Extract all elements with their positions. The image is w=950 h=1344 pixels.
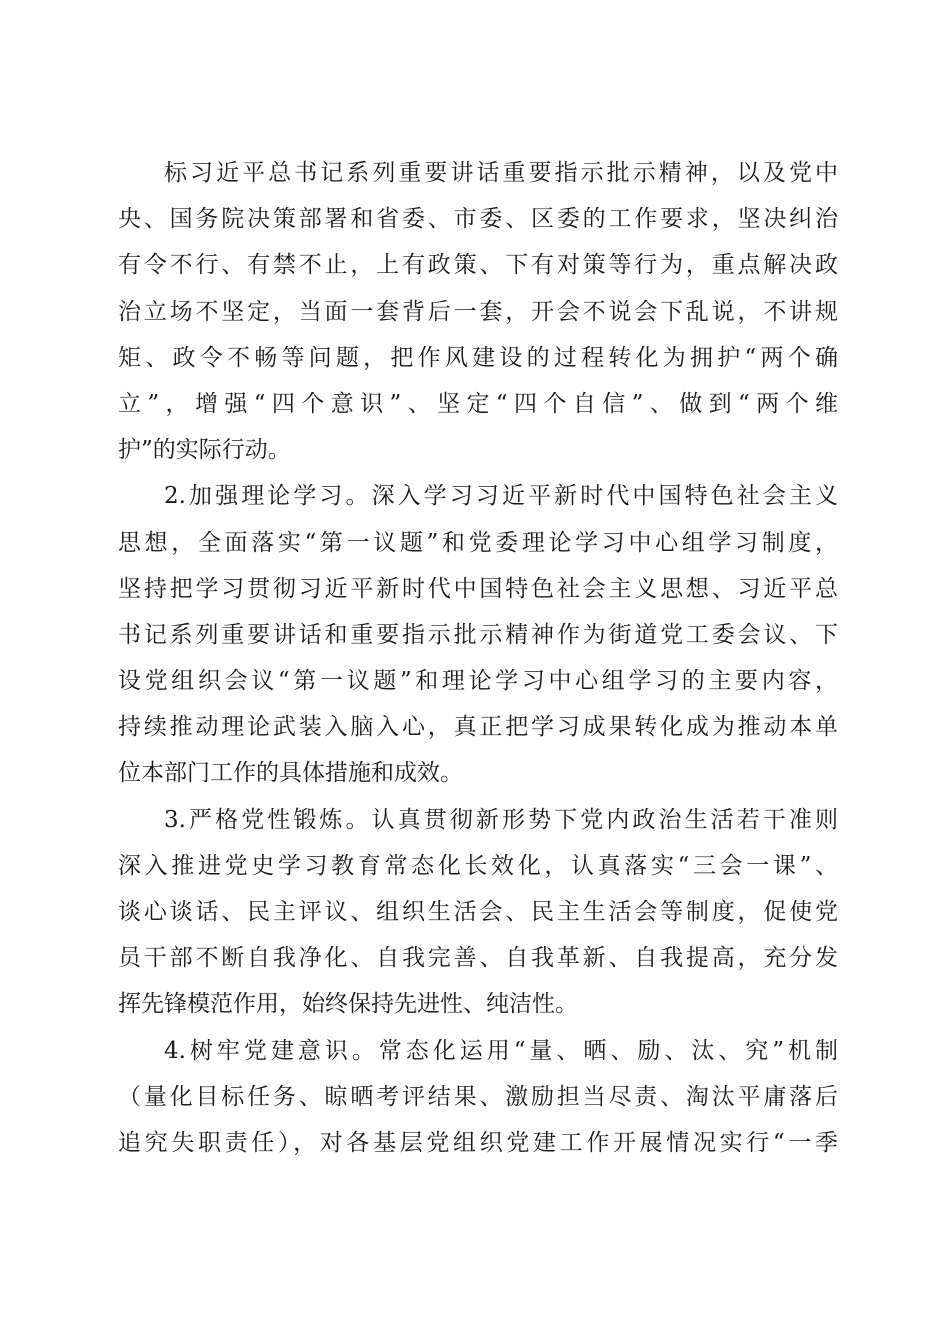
- body-line: 坚持把学习贯彻习近平新时代中国特色社会主义思想、习近平总: [118, 575, 838, 602]
- body-line: 4.树牢党建意识。常态化运用“量、晒、励、汰、究”机制: [164, 1037, 838, 1064]
- body-line: 持续推动理论武装入脑入心，真正把学习成果转化成为推动本单: [118, 714, 838, 741]
- body-line: 设党组织会议“第一议题”和理论学习中心组学习的主要内容，: [118, 668, 838, 695]
- document-body: [118, 150, 838, 1166]
- body-line: 立”，增强“四个意识”、坚定“四个自信”、做到“两个维: [118, 390, 838, 417]
- body-line: 谈心谈话、民主评议、组织生活会、民主生活会等制度，促使党: [118, 899, 838, 925]
- body-line: 央、国务院决策部署和省委、市委、区委的工作要求，坚决纠治: [118, 206, 838, 233]
- body-line: 有令不行、有禁不止，上有政策、下有对策等行为，重点解决政: [118, 252, 838, 279]
- body-line: 护”的实际行动。: [118, 437, 291, 464]
- body-line: 治立场不坚定，当面一套背后一套，开会不说会下乱说，不讲规: [118, 298, 838, 325]
- body-line: 深入推进党史学习教育常态化长效化，认真落实“三会一课”、: [118, 852, 838, 879]
- body-line: 位本部门工作的具体措施和成效。: [118, 760, 463, 787]
- body-line: 挥先锋模范作用，始终保持先进性、纯洁性。: [118, 991, 578, 1018]
- body-line: 书记系列重要讲话和重要指示批示精神作为街道党工委会议、下: [118, 621, 838, 648]
- body-line: 员干部不断自我净化、自我完善、自我革新、自我提高，充分发: [118, 945, 838, 972]
- body-line: 思想，全面落实“第一议题”和党委理论学习中心组学习制度，: [118, 529, 838, 556]
- body-line: （量化目标任务、晾晒考评结果、激励担当尽责、淘汰平庸落后: [118, 1083, 838, 1110]
- body-line: 追究失职责任），对各基层党组织党建工作开展情况实行“一季: [118, 1129, 838, 1156]
- body-line: 2.加强理论学习。深入学习习近平新时代中国特色社会主义: [164, 483, 838, 510]
- body-line: 矩、政令不畅等问题，把作风建设的过程转化为拥护“两个确: [118, 344, 838, 371]
- body-line: 标习近平总书记系列重要讲话重要指示批示精神，以及党中: [164, 160, 838, 186]
- body-line: 3.严格党性锻炼。认真贯彻新形势下党内政治生活若干准则: [164, 806, 838, 833]
